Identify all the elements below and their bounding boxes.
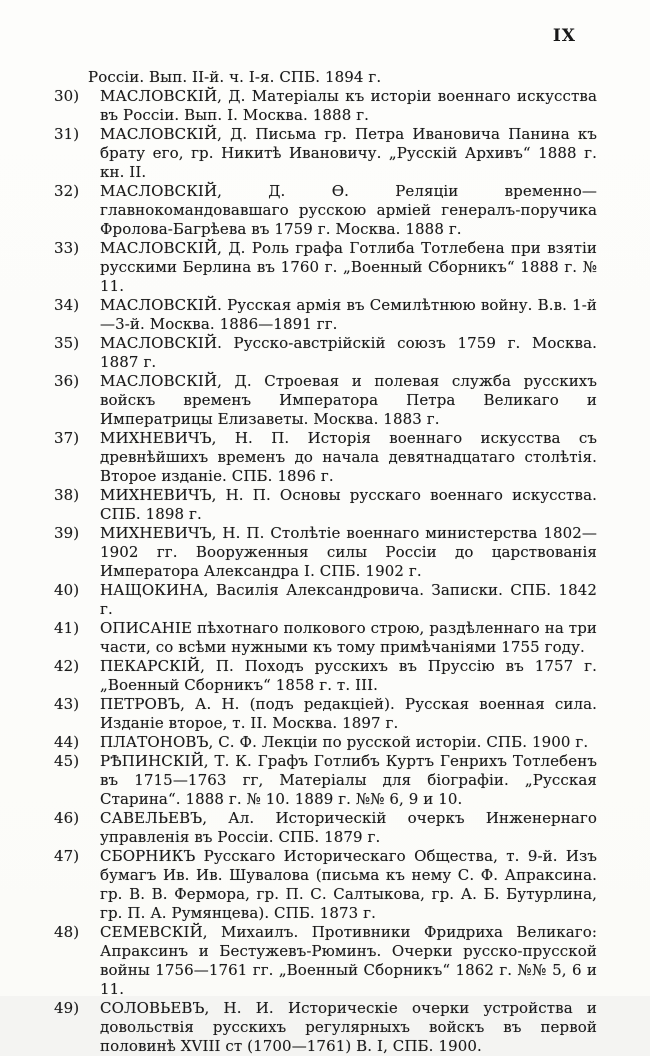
entry-text: СОЛОВЬЕВЪ, Н. И. Историческіе очерки устройства и довольствія русскихъ регулярныхъ войскъ въ первой половинѣ XVIII ст (1700—1761) В. I, СПБ. 1900.	[100, 999, 597, 1055]
bibliography-entry	[54, 239, 597, 296]
entry-number: 37)	[54, 429, 80, 447]
entry-number: 44)	[54, 733, 80, 751]
entry-number: 47)	[54, 847, 80, 865]
entry-number: 41)	[54, 619, 80, 637]
entry-number: 38)	[54, 486, 80, 504]
entry-number: 49)	[54, 999, 80, 1017]
entry-number: 36)	[54, 372, 80, 390]
bibliography-entry	[54, 182, 597, 239]
entry-number: 45)	[54, 752, 80, 770]
entry-number: 32)	[54, 182, 80, 200]
entry-text: САВЕЛЬЕВЪ, Ал. Историческій очеркъ Инженернаго управленія въ Россіи. СПБ. 1879 г.	[100, 809, 597, 846]
bibliography-entry	[54, 752, 597, 809]
bibliography-entry	[54, 524, 597, 581]
entry-text: МАСЛОВСКІЙ, Д. Ѳ. Реляціи временно—главнокомандовавшаго русскою арміей генералъ-поручика Фролова-Багрѣева въ 1759 г. Москва. 1888 г.	[100, 182, 597, 238]
bibliography-entry	[54, 87, 597, 125]
bibliography-list	[54, 87, 597, 1056]
entry-number: 34)	[54, 296, 80, 314]
bibliography-entry	[54, 923, 597, 999]
entry-number: 35)	[54, 334, 80, 352]
entry-text: ПЛАТОНОВЪ, С. Ф. Лекціи по русской исторіи. СПБ. 1900 г.	[100, 733, 589, 751]
entry-text: МАСЛОВСКІЙ. Русско-австрійскій союзъ 1759 г. Москва. 1887 г.	[100, 334, 597, 371]
bibliography-text-block	[54, 68, 597, 1056]
entry-text: МАСЛОВСКІЙ, Д. Роль графа Готлиба Тотлебена при взятіи русскими Берлина въ 1760 г. „Военный Сборникъ“ 1888 г. № 11.	[100, 239, 597, 295]
entry-text: МИХНЕВИЧЪ, Н. П. Столѣтіе военнаго министерства 1802—1902 гг. Вооруженныя силы Россіи до царствованія Императора Александра I. СПБ. 1902 г.	[100, 524, 597, 580]
bibliography-entry	[54, 125, 597, 182]
entry-number: 48)	[54, 923, 80, 941]
bibliography-entry	[54, 486, 597, 524]
entry-number: 46)	[54, 809, 80, 827]
entry-text: МАСЛОВСКІЙ, Д. Строевая и полевая служба русскихъ войскъ временъ Императора Петра Великаго и Императрицы Елизаветы. Москва. 1883 г.	[100, 372, 597, 428]
bibliography-entry	[54, 999, 597, 1056]
entry-number: 31)	[54, 125, 80, 143]
entry-text: НАЩОКИНА, Василія Александровича. Записки. СПБ. 1842 г.	[100, 581, 597, 618]
entry-number: 39)	[54, 524, 80, 542]
page-number: IX	[552, 26, 576, 46]
bibliography-entry	[54, 372, 597, 429]
entry-number: 40)	[54, 581, 80, 599]
bibliography-entry	[54, 581, 597, 619]
entry-text: ОПИСАНІЕ пѣхотнаго полкового строю, раздѣленнаго на три части, со всѣми нужными къ тому примѣчаніями 1755 году.	[100, 619, 597, 656]
bibliography-entry	[54, 619, 597, 657]
entry-text: ПЕТРОВЪ, А. Н. (подъ редакціей). Русская военная сила. Изданіе второе, т. II. Москва. 1897 г.	[100, 695, 597, 732]
bibliography-entry	[54, 296, 597, 334]
entry-text: МИХНЕВИЧЪ, Н. П. Исторія военнаго искусства съ древнѣйшихъ временъ до начала девятнадцатаго столѣтія. Второе изданіе. СПБ. 1896 г.	[100, 429, 597, 485]
bibliography-entry	[54, 847, 597, 923]
bibliography-entry	[54, 695, 597, 733]
entry-text: СЕМЕВСКІЙ, Михаилъ. Противники Фридриха Великаго: Апраксинъ и Бестужевъ-Рюминъ. Очерки русско-прусской войны 1756—1761 гг. „Военный Сборникъ“ 1862 г. №№ 5, 6 и 11.	[100, 923, 597, 998]
entry-number: 30)	[54, 87, 80, 105]
bibliography-entry	[54, 809, 597, 847]
bibliography-entry	[54, 429, 597, 486]
entry-text: РѢПИНСКІЙ, Т. К. Графъ Готлибъ Куртъ Генрихъ Тотлебенъ въ 1715—1763 гг, Матеріалы для біографіи. „Русская Старина“. 1888 г. № 10. 1889 г. №№ 6, 9 и 10.	[100, 752, 597, 808]
entry-number: 42)	[54, 657, 80, 675]
entry-text: СБОРНИКЪ Русскаго Историческаго Общества, т. 9-й. Изъ бумагъ Ив. Ив. Шувалова (письма къ нему С. Ф. Апраксина. гр. В. В. Фермора, гр. П. С. Салтыкова, гр. А. Б. Бутурлина, гр. П. А. Румянцева). СПБ. 1873 г.	[100, 847, 597, 922]
entry-text: МАСЛОВСКІЙ, Д. Письма гр. Петра Ивановича Панина къ брату его, гр. Никитѣ Ивановичу. „Русскій Архивъ“ 1888 г. кн. II.	[100, 125, 597, 181]
bibliography-entry	[54, 733, 597, 752]
entry-text: МАСЛОВСКІЙ. Русская армія въ Семилѣтнюю войну. В.в. 1-й—3-й. Москва. 1886—1891 гг.	[100, 296, 597, 333]
entry-number: 33)	[54, 239, 80, 257]
bibliography-entry	[54, 657, 597, 695]
entry-number: 43)	[54, 695, 80, 713]
entry-text: МИХНЕВИЧЪ, Н. П. Основы русскаго военнаго искусства. СПБ. 1898 г.	[100, 486, 597, 523]
continuation-line: Россіи. Вып. ІІ-й. ч. І-я. СПБ. 1894 г.	[88, 68, 382, 86]
entry-text: ПЕКАРСКІЙ, П. Походъ русскихъ въ Пруссію въ 1757 г. „Военный Сборникъ“ 1858 г. т. III.	[100, 657, 597, 694]
bibliography-entry	[54, 334, 597, 372]
entry-text: МАСЛОВСКІЙ, Д. Матеріалы къ исторіи военнаго искусства въ Россіи. Вып. I. Москва. 1888 г.	[100, 87, 597, 124]
